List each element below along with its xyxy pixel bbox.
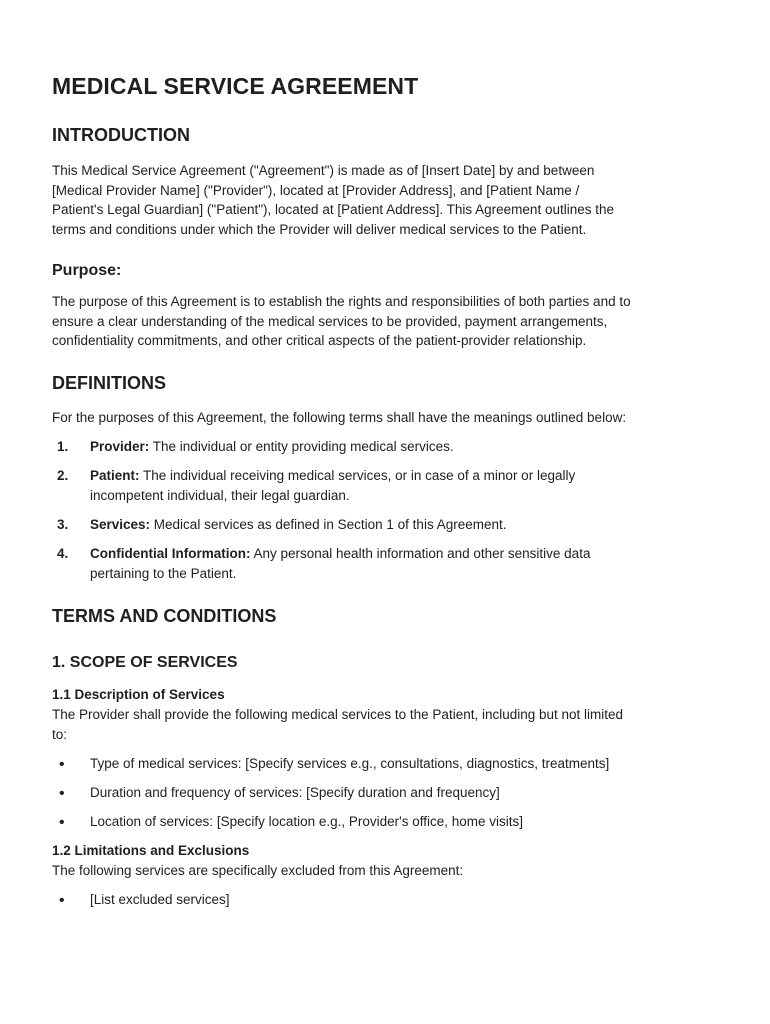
definition-term: Provider: [90, 439, 150, 454]
purpose-line-1: The purpose of this Agreement is to establish the rights and responsibilities of both parties and to [52, 294, 631, 309]
definition-item [90, 466, 710, 486]
introduction-heading: INTRODUCTION [52, 125, 190, 145]
bullet-icon: • [59, 892, 65, 909]
scope-heading: 1. SCOPE OF SERVICES [52, 654, 238, 671]
definition-text: Any personal health information and other sensitive data [250, 546, 591, 561]
bullet-icon: • [59, 756, 65, 773]
definition-term: Patient: [90, 468, 140, 483]
definition-item [90, 437, 710, 457]
service-list-item: Duration and frequency of services: [Specify duration and frequency] [90, 785, 500, 800]
description-line-1: The Provider shall provide the following medical services to the Patient, including but not limited [52, 707, 624, 722]
document-title: MEDICAL SERVICE AGREEMENT [52, 73, 419, 99]
definition-number: 3. [57, 517, 69, 532]
purpose-heading: Purpose: [52, 262, 122, 279]
description-subheading: 1.1 Description of Services [52, 687, 225, 702]
definition-term: Services: [90, 517, 151, 532]
purpose-line-3: confidentiality commitments, and other critical aspects of the patient-provider relationship. [52, 333, 587, 348]
definition-number: 2. [57, 468, 69, 483]
definition-continuation: incompetent individual, their legal guardian. [90, 487, 350, 503]
introduction-line-4: terms and conditions under which the Provider will deliver medical services to the Patient. [52, 221, 587, 237]
introduction-line-2: [Medical Provider Name] ("Provider"), located at [Provider Address], and [Patient Name / [52, 182, 580, 198]
definition-term: Confidential Information: [90, 546, 251, 561]
description-line-2: to: [52, 726, 68, 742]
definition-item [90, 544, 710, 564]
bullet-icon: • [59, 785, 65, 802]
purpose-line-2: ensure a clear understanding of the medical services to be provided, payment arrangements, [52, 313, 608, 329]
excluded-list-item: [List excluded services] [90, 892, 230, 907]
definitions-intro: For the purposes of this Agreement, the following terms shall have the meanings outlined below: [52, 410, 627, 425]
definition-text: The individual receiving medical services, or in case of a minor or legally [139, 468, 576, 483]
limitations-subheading: 1.2 Limitations and Exclusions [52, 843, 250, 858]
terms-heading: TERMS AND CONDITIONS [52, 606, 277, 626]
definition-text: Medical services as defined in Section 1 of this Agreement. [150, 517, 507, 532]
definition-number: 4. [57, 546, 69, 561]
definition-continuation: pertaining to the Patient. [90, 565, 237, 581]
limitations-text: The following services are specifically excluded from this Agreement: [52, 862, 464, 878]
definition-item [90, 515, 710, 535]
bullet-icon: • [59, 814, 65, 831]
service-list-item: Type of medical services: [Specify services e.g., consultations, diagnostics, treatments] [90, 756, 610, 771]
introduction-line-1: This Medical Service Agreement ("Agreement") is made as of [Insert Date] by and between [52, 163, 595, 178]
definitions-heading: DEFINITIONS [52, 373, 167, 393]
service-list-item: Location of services: [Specify location e.g., Provider's office, home visits] [90, 814, 524, 829]
definition-number: 1. [57, 439, 69, 454]
introduction-line-3: Patient's Legal Guardian] ("Patient"), located at [Patient Address]. This Agreement outlines the [52, 202, 614, 217]
definition-text: The individual or entity providing medical services. [149, 439, 454, 454]
